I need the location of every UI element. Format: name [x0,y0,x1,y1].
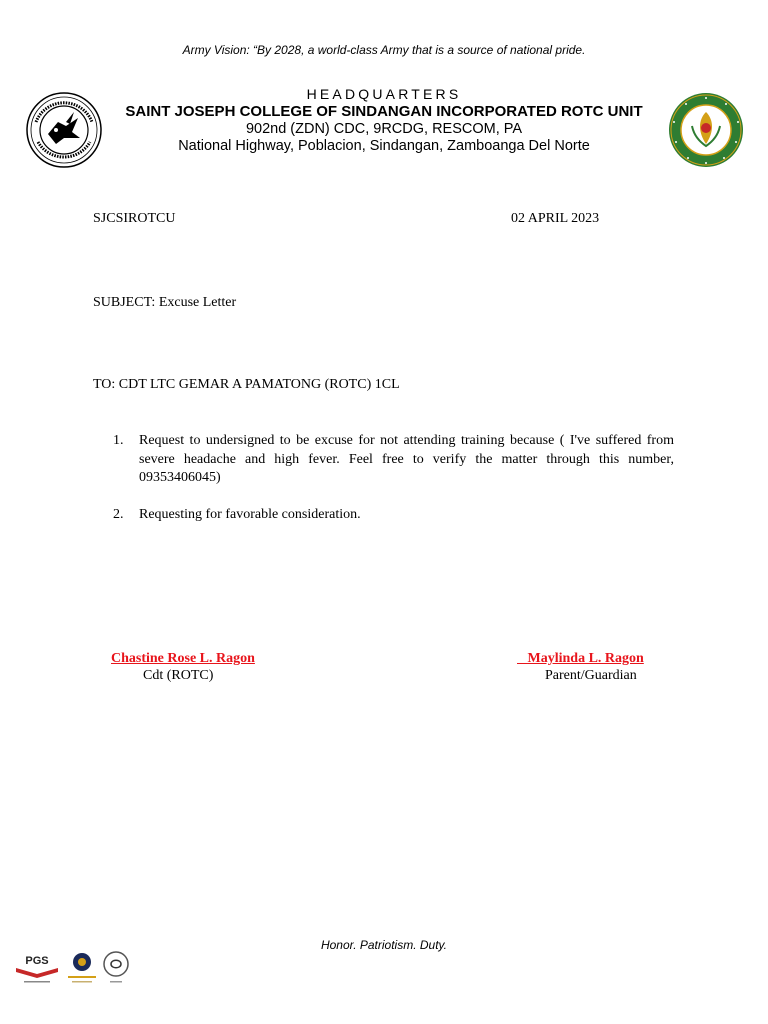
pgs-logo [12,950,62,986]
list-item-text: Request to undersigned to be excuse for not attending training because ( I've suffered from severe headache and high fever. Feel free to verify the matter through this number, 09353406045) [139,433,674,485]
guardian-signature-role: Parent/Guardian [545,668,637,683]
guardian-signature-name: Maylinda L. Ragon [517,651,644,666]
unit-designation: 902nd (ZDN) CDC, 9RCDG, RESCOM, PA [245,121,523,137]
cadet-signature-name: Chastine Rose L. Ragon [111,651,255,666]
certification-logo [102,950,130,986]
headquarters-heading: HEADQUARTERS [306,86,462,102]
cadet-signature-role: Cdt (ROTC) [143,668,214,683]
emblem-logo [62,948,102,988]
list-item-number: 2. [113,507,124,522]
unit-address: National Highway, Poblacion, Sindangan, Zamboanga Del Norte [178,138,590,154]
letter-subject: SUBJECT: Excuse Letter [93,295,237,310]
army-vision-text: Army Vision: “By 2028, a world-class Army that is a source of national pride. [182,43,586,57]
svg-text:PGS: PGS [25,955,49,967]
list-item-number: 1. [113,433,124,448]
letter-recipient: TO: CDT LTC GEMAR A PAMATONG (ROTC) 1CL [93,377,400,392]
letter-date: 02 APRIL 2023 [511,211,600,226]
footer-motto: Honor. Patriotism. Duty. [320,938,448,952]
letter-reference: SJCSIROTCU [93,211,176,226]
list-item-text: Requesting for favorable consideration. [139,507,361,522]
college-name: SAINT JOSEPH COLLEGE OF SINDANGAN INCORPORATED ROTC UNIT [125,103,643,120]
